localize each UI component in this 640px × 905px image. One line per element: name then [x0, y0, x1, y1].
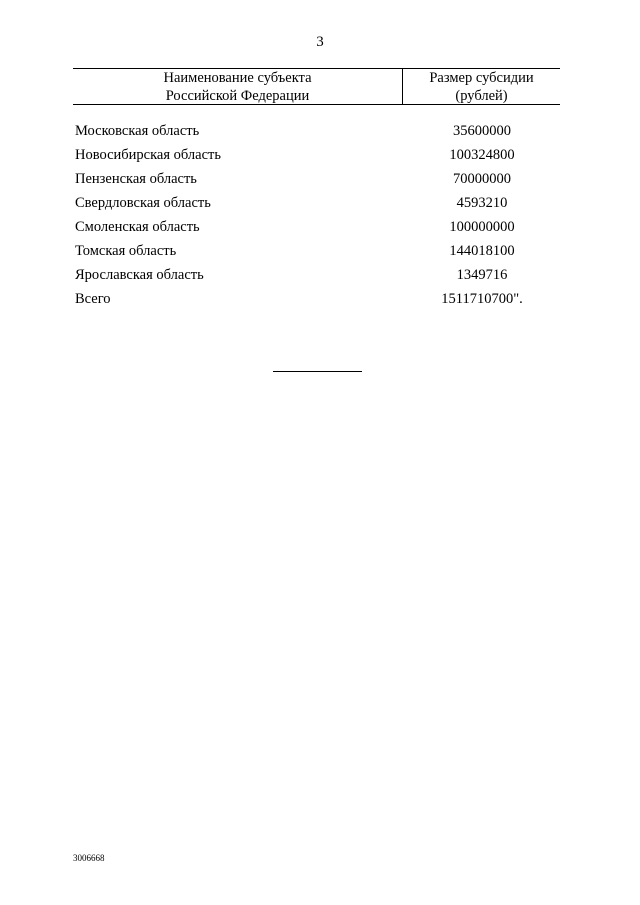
row-value-total: 1511710700". [441, 291, 523, 307]
row-name: Новосибирская область [75, 147, 221, 163]
header-subject [73, 69, 402, 105]
row-name: Смоленская область [75, 219, 200, 235]
end-separator-line [273, 371, 362, 372]
row-value: 35600000 [453, 123, 511, 139]
row-value: 1349716 [456, 267, 508, 283]
row-name-total: Всего [75, 291, 111, 307]
row-value: 100000000 [449, 219, 515, 235]
header-subject-line-2: Российской Федерации [165, 88, 310, 104]
row-value: 100324800 [449, 147, 515, 163]
row-name: Московская область [75, 123, 200, 139]
row-value: 4593210 [456, 195, 508, 211]
row-name: Пензенская область [75, 171, 197, 187]
header-subsidy [403, 69, 560, 105]
row-name: Томская область [75, 243, 177, 259]
row-value: 70000000 [453, 171, 511, 187]
row-name: Свердловская область [75, 195, 211, 211]
header-subsidy-line-1: Размер субсидии [429, 70, 534, 86]
header-subject-line-1: Наименование субъекта [163, 70, 312, 86]
document-code: 3006668 [73, 853, 105, 863]
row-value: 144018100 [449, 243, 515, 259]
page-number: 3 [316, 34, 324, 50]
row-name: Ярославская область [75, 267, 204, 283]
header-subsidy-line-2: (рублей) [455, 88, 508, 104]
